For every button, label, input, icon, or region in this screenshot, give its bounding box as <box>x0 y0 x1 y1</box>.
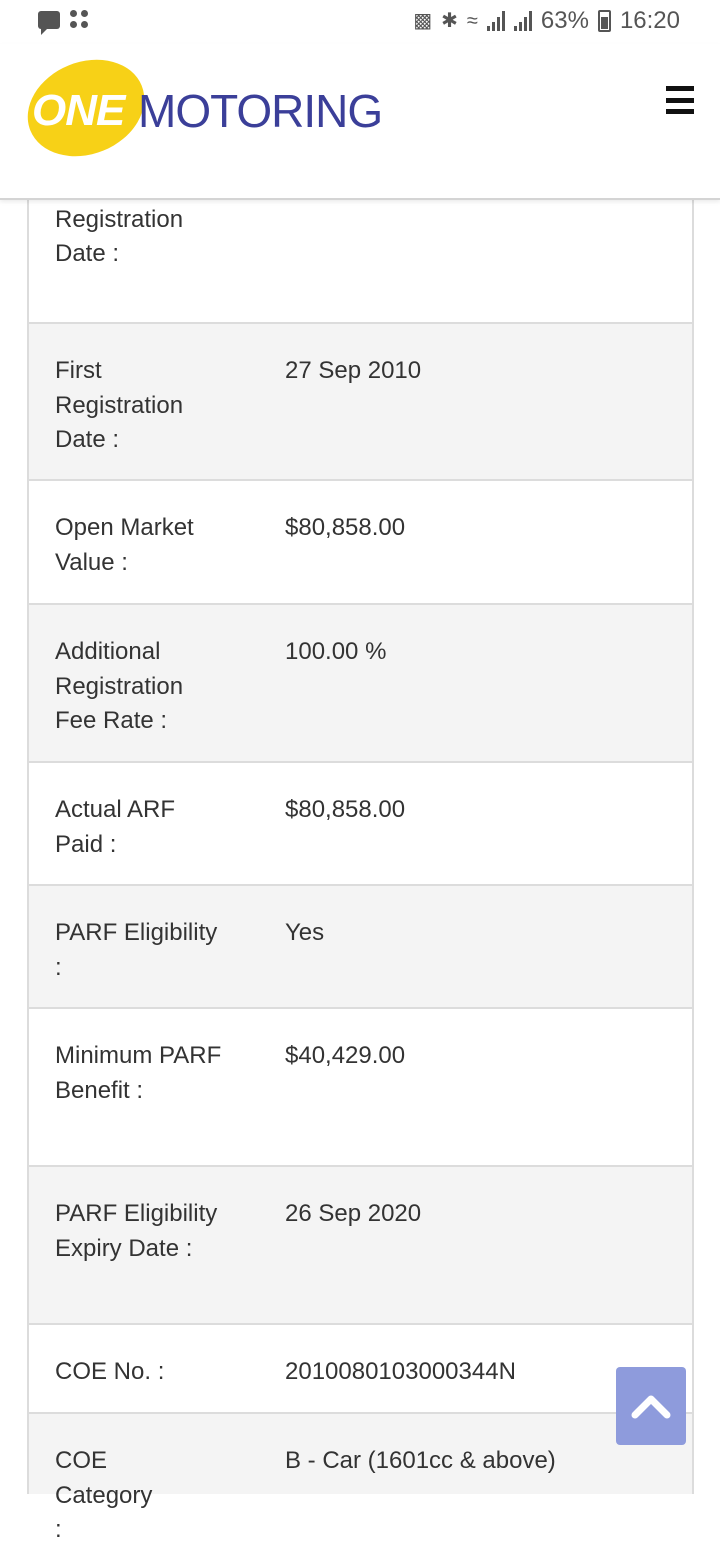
table-row <box>29 1167 692 1325</box>
onemotoring-logo[interactable] <box>26 58 406 158</box>
scroll-to-top-button[interactable] <box>616 1367 686 1445</box>
table-row <box>29 763 692 886</box>
signal-icon <box>487 11 505 31</box>
row-value: 27 Sep 2010 <box>285 357 422 384</box>
logo-motoring-text: MOTORING <box>138 85 383 137</box>
table-row <box>29 1009 692 1167</box>
row-label: Additional Registration Fee Rate : <box>55 638 184 734</box>
row-value: Yes <box>285 919 325 946</box>
battery-percent: 63% <box>540 7 589 34</box>
table-row <box>29 605 692 763</box>
row-label: Open Market Value : <box>55 514 194 576</box>
signal-icon-2 <box>514 11 532 31</box>
row-value: $80,858.00 <box>285 796 406 823</box>
hamburger-menu-icon[interactable] <box>666 86 694 114</box>
wifi-icon: ≈ <box>466 10 478 32</box>
vehicle-details-table <box>27 160 694 1543</box>
table-row <box>29 1414 692 1543</box>
logo-one-text: ONE <box>32 86 125 135</box>
status-bar <box>0 0 720 44</box>
table-row <box>29 1325 692 1414</box>
table-row <box>29 886 692 1009</box>
table-row <box>29 324 692 481</box>
message-icon <box>38 11 60 29</box>
row-value: $80,858.00 <box>285 514 406 541</box>
row-label: PARF Eligibility Expiry Date : <box>55 1200 218 1262</box>
clock: 16:20 <box>619 7 680 34</box>
row-label: Actual ARF Paid : <box>55 796 176 858</box>
row-value: 2010080103000344N <box>285 1358 516 1385</box>
chevron-up-icon <box>631 1393 671 1419</box>
row-label: Minimum PARF Benefit : <box>55 1042 222 1104</box>
row-label: First Registration Date : <box>55 357 184 453</box>
site-header <box>0 44 720 200</box>
download-notification-icon <box>70 10 92 30</box>
row-value: 26 Sep 2020 <box>285 1200 422 1227</box>
battery-icon <box>598 10 611 32</box>
row-label: Registration Date : <box>55 205 184 267</box>
row-label: PARF Eligibility : <box>55 919 218 981</box>
table-row <box>29 481 692 605</box>
row-value: $40,429.00 <box>285 1042 406 1069</box>
row-value: B - Car (1601cc & above) <box>285 1447 556 1474</box>
lock-icon: ▩ <box>413 10 433 32</box>
bluetooth-icon: ✱ <box>441 10 458 32</box>
row-label: COE No. : <box>55 1358 165 1385</box>
row-value: 100.00 % <box>285 638 387 665</box>
row-label: COE Category : <box>55 1447 153 1543</box>
